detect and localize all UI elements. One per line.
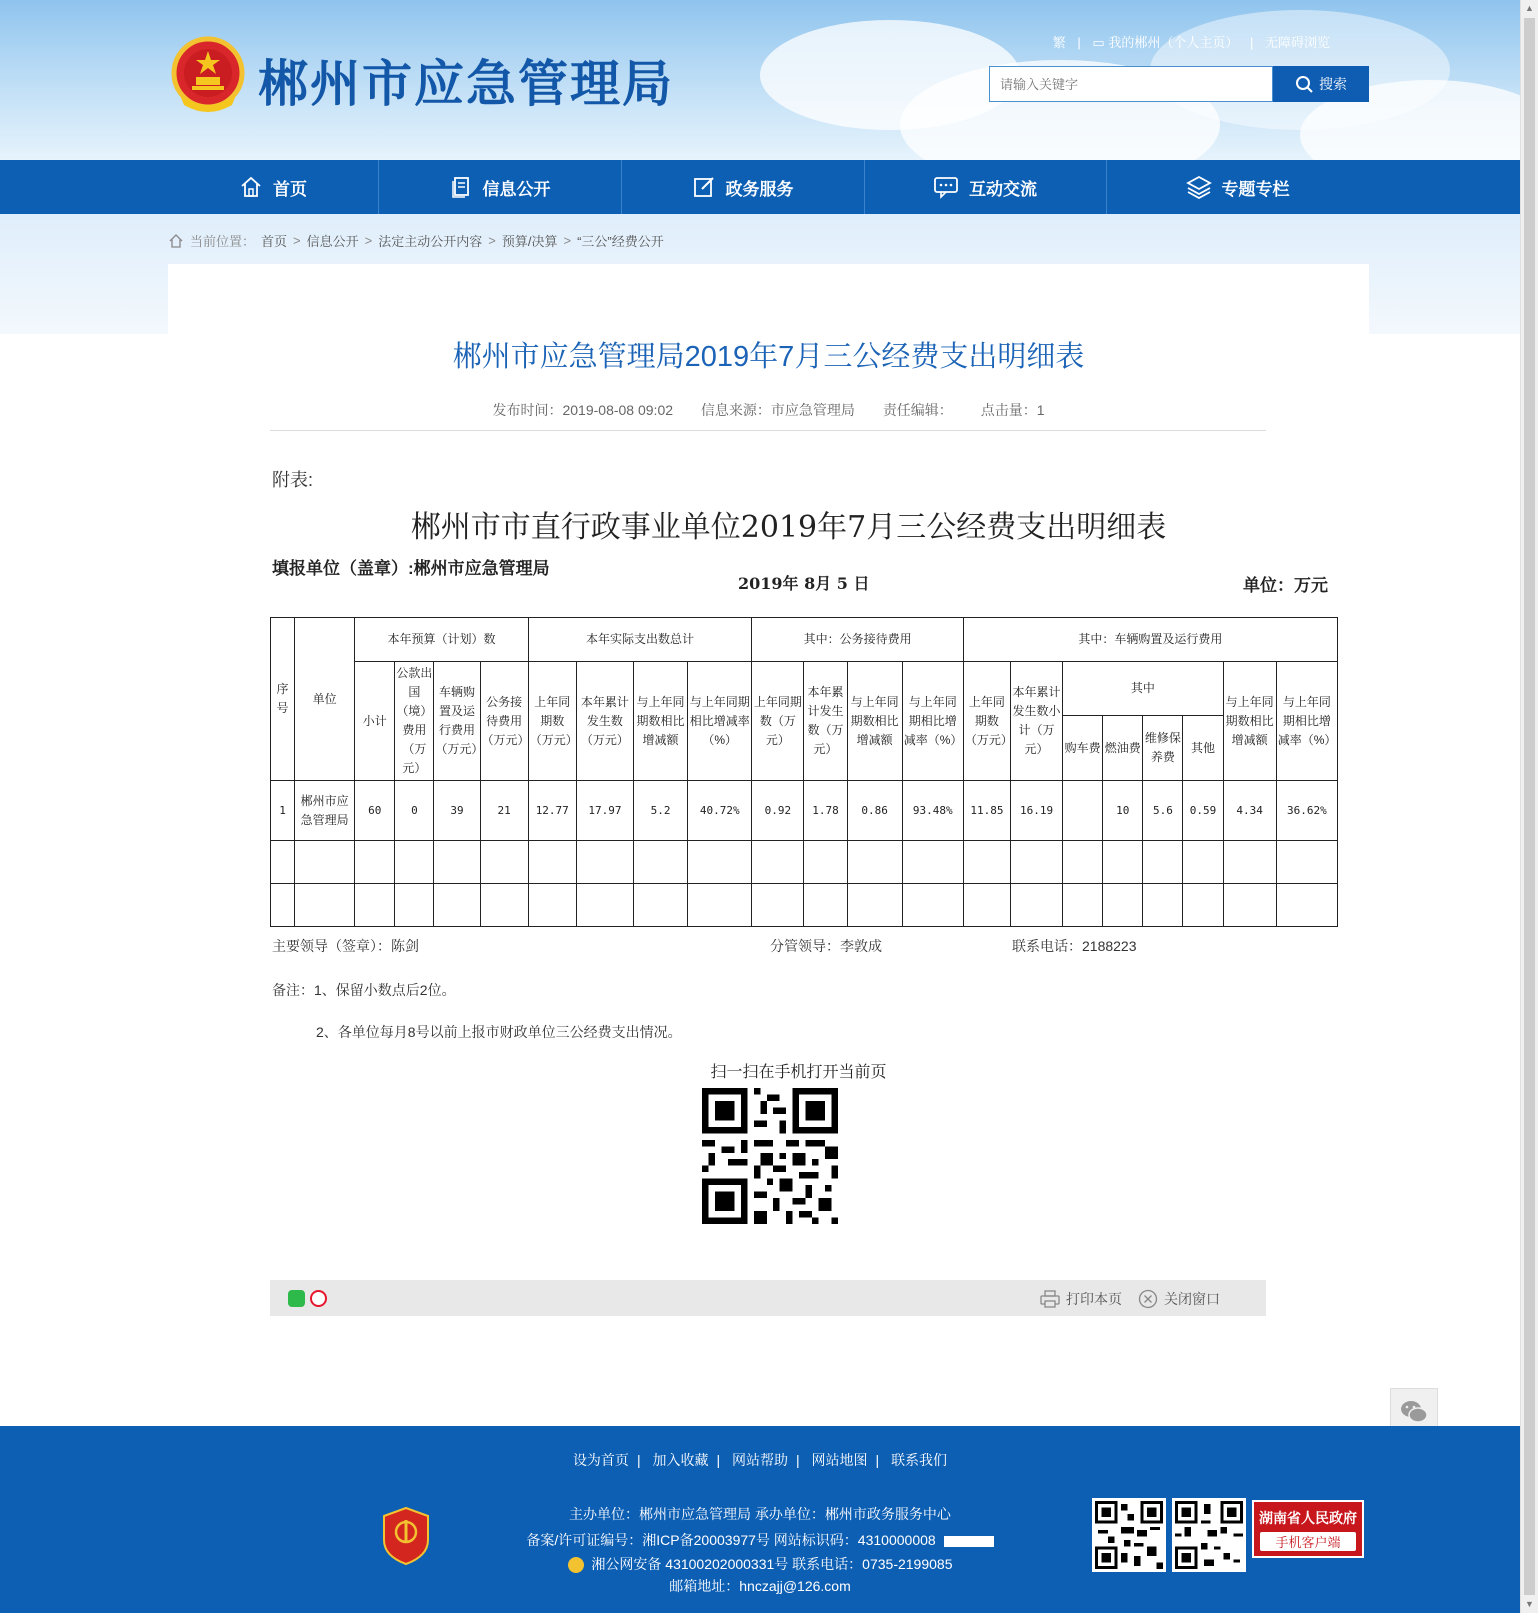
table-cell: 39 (434, 781, 480, 841)
search-icon (1295, 75, 1313, 93)
edit-icon (692, 175, 716, 199)
wechat-share-icon[interactable] (288, 1290, 305, 1307)
deputy-leader: 分管领导：李敦成 (770, 938, 882, 954)
table-cell: 36.62% (1276, 781, 1337, 841)
mobile-client-label: 手机客户端 (1260, 1532, 1356, 1551)
wechat-icon (1399, 1399, 1429, 1425)
table-cell: 12.77 (528, 781, 576, 841)
table-cell: 0.92 (752, 781, 804, 841)
header-vehicle-change-rate: 与上年同期相比增减率（%） (1276, 662, 1337, 781)
article-card (168, 264, 1369, 1404)
main-leader: 主要领导（签章）：陈剑 (272, 938, 419, 954)
nav-home[interactable] (168, 160, 378, 214)
search-button[interactable] (1273, 66, 1369, 102)
scroll-up-arrow-icon[interactable]: ▲ (1525, 3, 1534, 13)
article-toolbar (270, 1280, 1266, 1316)
header-vehicle-cost: 车辆购置及运行费用（万元） (434, 662, 480, 781)
table-cell: 60 (355, 781, 395, 841)
hit-count: 点击量：1 (980, 402, 1045, 418)
qr-code-icon (1095, 1501, 1163, 1569)
table-cell: 17.97 (576, 781, 633, 841)
qr-caption: 扫一扫在手机打开当前页 (710, 1064, 887, 1081)
publish-time: 发布时间：2019-08-08 09:02 (492, 402, 674, 418)
nav-topics[interactable] (1106, 160, 1369, 214)
header-cumulative: 本年累计发生数（万元） (576, 662, 633, 781)
nav-topics-label: 专题专栏 (1221, 179, 1290, 199)
editor: 责任编辑： (882, 402, 953, 418)
chat-icon (933, 175, 959, 199)
header-purchase: 购车费 (1063, 716, 1103, 781)
site-title: 郴州市应急管理局 (258, 55, 674, 113)
table-row-empty (271, 841, 1338, 884)
my-chenzhou-link[interactable]: 我的郴州（个人主页） (1108, 35, 1239, 50)
print-page-button[interactable] (1040, 1289, 1122, 1309)
note-1: 备注：1、保留小数点后2位。 (272, 982, 456, 998)
table-cell: 21 (480, 781, 528, 841)
traditional-chinese-link[interactable]: 繁 (1052, 35, 1066, 50)
header-seq: 序号 (271, 618, 295, 781)
accessibility-link[interactable]: 无障碍浏览 (1264, 35, 1330, 50)
weibo-share-icon[interactable] (310, 1290, 327, 1307)
table-cell: 郴州市应急管理局 (295, 781, 355, 841)
footer-email: 邮箱地址：hnczajj@126.com (669, 1578, 851, 1594)
close-icon (1138, 1289, 1158, 1309)
footer-link[interactable]: 网站地图 (811, 1452, 868, 1468)
header-vehicle-last-year: 上年同期数（万元） (963, 662, 1010, 781)
footer-link[interactable]: 网站帮助 (732, 1452, 788, 1468)
nav-info-label: 信息公开 (482, 179, 551, 199)
scrollbar-thumb[interactable] (1524, 18, 1535, 1595)
breadcrumb-prefix: 当前位置： (190, 234, 256, 249)
note-2: 2、各单位每月8号以前上报市财政单位三公经费支出情况。 (316, 1024, 682, 1040)
footer-police-text: 湘公网安备 43100202000331号 联系电话：0735-2199085 (591, 1556, 953, 1572)
table-cell (1063, 781, 1103, 841)
header-unit: 单位 (295, 618, 355, 781)
printer-icon (1040, 1290, 1060, 1308)
table-cell: 0.86 (847, 781, 902, 841)
police-badge-icon (568, 1557, 584, 1573)
header-reception-last-year: 上年同期数（万元） (752, 662, 804, 781)
footer-links: 设为首页 | 加入收藏 | 网站帮助 | 网站地图 | 联系我们 (572, 1452, 948, 1468)
breadcrumb: 当前位置： 首页 > 信息公开 > 法定主动公开内容 > 预算/决算 > “三公”经费公开 (168, 231, 664, 250)
article-title: 郴州市应急管理局2019年7月三公经费支出明细表 (452, 341, 1085, 373)
footer-link[interactable]: 加入收藏 (652, 1452, 709, 1468)
article-meta (168, 400, 1369, 420)
header-reception-cost: 公务接待费用（万元） (480, 662, 528, 781)
table-cell: 5.2 (633, 781, 687, 841)
footer-qr-code (1172, 1498, 1246, 1572)
divider (270, 430, 1266, 431)
print-page-label: 打印本页 (1066, 1291, 1122, 1307)
table-cell: 16.19 (1010, 781, 1062, 841)
home-icon (239, 175, 263, 199)
header-vehicle-cumulative: 本年累计发生数小计（万元） (1010, 662, 1062, 781)
table-row (271, 781, 1338, 841)
header-reception-change-amount: 与上年同期数相比增减额 (847, 662, 902, 781)
page-scrollbar[interactable] (1520, 0, 1538, 1613)
header-reception-change-rate: 与上年同期相比增减率（%） (902, 662, 963, 781)
breadcrumb-item[interactable]: “三公”经费公开 (577, 234, 664, 249)
table-cell: 0.59 (1183, 781, 1223, 841)
header-reception-cumulative: 本年累计发生数（万元） (804, 662, 847, 781)
table-cell: 93.48% (902, 781, 963, 841)
close-window-label: 关闭窗口 (1164, 1291, 1220, 1307)
home-icon (168, 233, 184, 249)
header-fuel: 燃油费 (1103, 716, 1143, 781)
nav-info[interactable] (378, 160, 621, 214)
qr-code-icon (702, 1088, 838, 1224)
header-actual: 本年实际支出数总计 (528, 618, 752, 662)
nav-interaction-label: 互动交流 (969, 179, 1037, 199)
header-last-year: 上年同期数（万元） (528, 662, 576, 781)
table-cell: 10 (1103, 781, 1143, 841)
footer-link[interactable]: 设为首页 (572, 1452, 629, 1468)
table-cell: 0 (395, 781, 434, 841)
main-nav (0, 160, 1520, 214)
attachment-label: 附表: (272, 470, 314, 490)
scroll-down-arrow-icon[interactable]: ▼ (1525, 1599, 1534, 1609)
header-among: 其中 (1063, 662, 1223, 716)
nav-interaction[interactable] (864, 160, 1106, 214)
header-abroad: 公款出国（境）费用（万元） (395, 662, 434, 781)
nav-services[interactable] (621, 160, 864, 214)
header-repair: 维修保养费 (1143, 716, 1183, 781)
header-change-rate: 与上年同期相比增减率（%） (688, 662, 752, 781)
header-vehicle: 其中：车辆购置及运行费用 (963, 618, 1337, 662)
breadcrumb-item[interactable]: 信息公开 (306, 234, 359, 249)
info-source: 信息来源：市应急管理局 (700, 402, 855, 418)
table-cell: 11.85 (963, 781, 1010, 841)
hunan-gov-label: 湖南省人民政府 (1259, 1510, 1357, 1526)
footer-host-info: 主办单位：郴州市应急管理局 承办单位：郴州市政务服务中心 (569, 1506, 951, 1522)
breadcrumb-item[interactable]: 法定主动公开内容 (378, 234, 483, 249)
table-cell: 5.6 (1143, 781, 1183, 841)
top-links: 繁 | ▭ 我的郴州（个人主页） | 无障碍浏览 (1052, 35, 1330, 50)
header-change-amount: 与上年同期数相比增减额 (633, 662, 687, 781)
unit-label: 单位：万元 (1243, 576, 1328, 595)
document-title: 郴州市市直行政事业单位2019年7月三公经费支出明细表 (410, 510, 1167, 545)
breadcrumb-item[interactable]: 首页 (261, 234, 288, 249)
nav-services-label: 政务服务 (725, 179, 794, 199)
search-button-label: 搜索 (1319, 76, 1347, 92)
table-cell: 4.34 (1223, 781, 1276, 841)
table-header-row (271, 662, 1338, 716)
footer-link[interactable]: 联系我们 (891, 1452, 948, 1468)
close-window-button[interactable] (1138, 1289, 1220, 1309)
filing-unit: 填报单位（盖章）:郴州市应急管理局 (272, 559, 550, 578)
layers-icon (1186, 175, 1212, 199)
footer-qr-code (1092, 1498, 1166, 1572)
site-header (0, 0, 1520, 160)
site-footer (0, 1426, 1520, 1613)
contact-phone: 联系电话：2188223 (1012, 938, 1137, 954)
table-cell: 1 (271, 781, 295, 841)
user-icon: ▭ (1092, 35, 1105, 50)
national-emblem-icon (170, 35, 246, 113)
table-cell: 40.72% (688, 781, 752, 841)
cnzz-icon (944, 1536, 994, 1547)
qr-code-icon (1175, 1501, 1243, 1569)
table-row-empty (271, 884, 1338, 927)
table-header-row (271, 618, 1338, 662)
header-other: 其他 (1183, 716, 1223, 781)
document-date: 2019年 8月 5 日 (738, 574, 870, 593)
footer-icp-text: 备案/许可证编号：湘ICP备20003977号 网站标识码：4310000008 (526, 1532, 936, 1548)
search-input[interactable] (989, 66, 1273, 102)
breadcrumb-item[interactable]: 预算/决算 (501, 234, 558, 249)
header-reception: 其中：公务接待费用 (752, 618, 964, 662)
document-icon (449, 175, 473, 199)
table-cell: 1.78 (804, 781, 847, 841)
header-budget: 本年预算（计划）数 (355, 618, 528, 662)
header-subtotal: 小计 (355, 662, 395, 781)
hunan-gov-app-badge[interactable] (1252, 1500, 1364, 1558)
nav-home-label: 首页 (273, 179, 307, 199)
header-vehicle-change-amount: 与上年同期数相比增减额 (1223, 662, 1276, 781)
expense-table (270, 617, 1338, 927)
